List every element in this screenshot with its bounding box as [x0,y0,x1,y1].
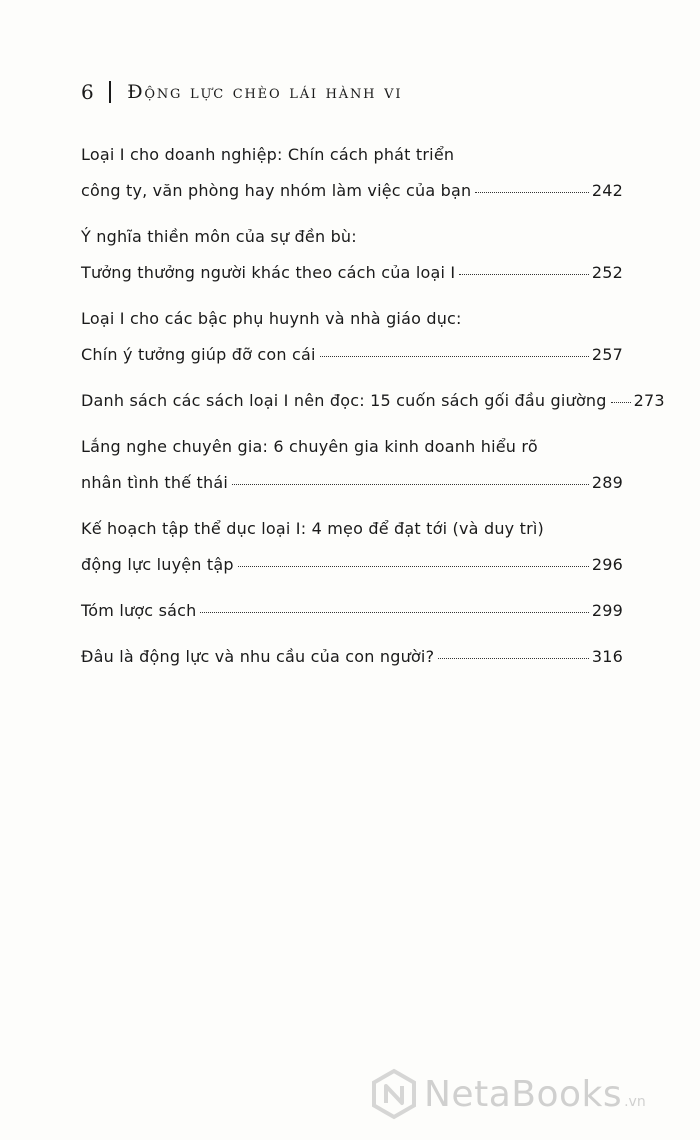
toc-entry-last-line [81,600,623,622]
dot-leader [611,402,631,403]
netabooks-logo-icon [368,1068,420,1120]
toc-entry-last-line [81,344,623,366]
dot-leader [438,658,589,659]
watermark-tld: .vn [624,1094,646,1110]
dot-leader [475,192,588,193]
toc-entry [81,226,623,284]
toc-page-number: 257 [591,345,623,364]
toc-entry-text: nhân tình thế thái [81,473,229,492]
toc-entry-text: Danh sách các sách loại I nên đọc: 15 cuốn sách gối đầu giường [81,391,607,410]
running-header [81,80,402,104]
toc-entry [81,390,665,412]
toc-entry [81,600,623,622]
watermark [368,1068,646,1120]
toc-entry-text: công ty, văn phòng hay nhóm làm việc của bạn [81,181,472,200]
toc-entry-last-line [81,646,623,668]
toc-page-number: 252 [591,263,623,282]
toc-page-number: 299 [591,601,623,620]
toc-entry-text: Chín ý tưởng giúp đỡ con cái [81,345,316,364]
page-number: 6 [81,80,96,104]
table-of-contents [81,144,665,692]
dot-leader [200,612,588,613]
toc-entry-text: Lắng nghe chuyên gia: 6 chuyên gia kinh doanh hiểu rõ [81,437,538,456]
toc-entry-line [81,308,623,330]
toc-entry-text: Loại I cho các bậc phụ huynh và nhà giáo dục: [81,309,462,328]
toc-page-number: 316 [591,647,623,666]
toc-entry-last-line [81,180,623,202]
toc-entry-line [81,144,623,166]
header-divider [109,81,111,103]
toc-page-number: 242 [591,181,623,200]
toc-entry-line [81,436,623,458]
toc-entry [81,436,623,494]
toc-entry [81,646,623,668]
dot-leader [459,274,589,275]
toc-entry-text: Tóm lược sách [81,601,197,620]
toc-entry-last-line [81,472,623,494]
toc-entry-text: Ý nghĩa thiền môn của sự đền bù: [81,227,357,246]
toc-entry [81,144,623,202]
dot-leader [232,484,589,485]
toc-page-number: 289 [591,473,623,492]
dot-leader [320,356,589,357]
toc-entry-line [81,518,623,540]
toc-entry-text: động lực luyện tập [81,555,234,574]
watermark-brand: NetaBooks [424,1073,623,1115]
dot-leader [238,566,589,567]
toc-entry [81,308,623,366]
toc-entry [81,518,623,576]
toc-page-number: 273 [633,391,665,410]
book-title: Động lực chèo lái hành vi [127,81,403,103]
toc-entry-last-line [81,554,623,576]
toc-entry-line [81,226,623,248]
toc-page-number: 296 [591,555,623,574]
toc-entry-text: Loại I cho doanh nghiệp: Chín cách phát triển [81,145,455,164]
toc-entry-last-line [81,390,665,412]
toc-entry-last-line [81,262,623,284]
toc-entry-text: Đâu là động lực và nhu cầu của con người? [81,647,435,666]
toc-entry-text: Tưởng thưởng người khác theo cách của loại I [81,263,456,282]
toc-entry-text: Kế hoạch tập thể dục loại I: 4 mẹo để đạt tới (và duy trì) [81,519,544,538]
